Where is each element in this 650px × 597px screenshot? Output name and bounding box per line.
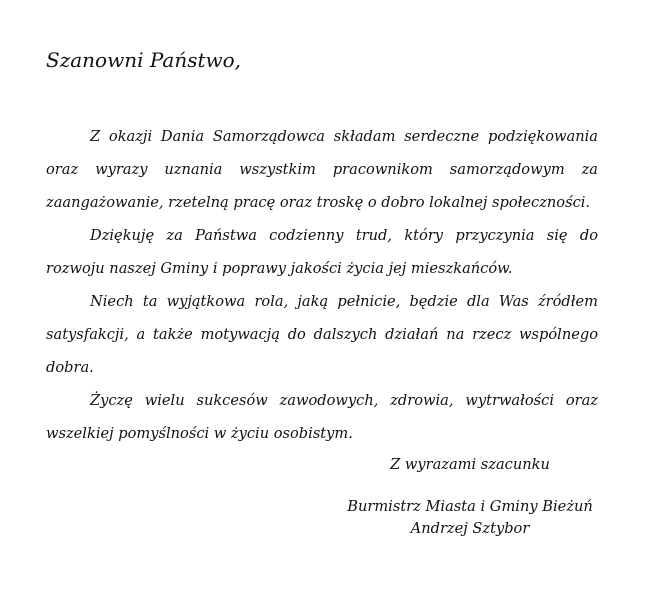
- signature-name: Andrzej Sztybor: [410, 520, 530, 537]
- letter-signature: [330, 496, 610, 540]
- letter-closing: Z wyrazami szacunku: [390, 456, 550, 473]
- signature-title: Burmistrz Miasta i Gminy Bieżuń: [347, 498, 593, 515]
- letter-greeting: Szanowni Państwo,: [46, 48, 242, 72]
- letter-paragraph-3: Niech ta wyjątkowa rola, jaką pełnicie, będzie dla Was źródłem satysfakcji, a także motywacją do dalszych działań na rzecz wspólnego dobra.: [46, 293, 598, 376]
- letter-paragraph-1: Z okazji Dania Samorządowca składam serdeczne podziękowania oraz wyrazy uznania wszystkim pracownikom samorządowym za zaangażowanie, rzetelną pracę oraz troskę o dobro lokalnej społeczności.: [46, 128, 598, 211]
- letter-paragraph-4: Życzę wielu sukcesów zawodowych, zdrowia, wytrwałości oraz wszelkiej pomyślności w życiu osobistym.: [46, 392, 598, 442]
- letter-paragraph-2: Dziękuję za Państwa codzienny trud, który przyczynia się do rozwoju naszej Gminy i poprawy jakości życia jej mieszkańców.: [46, 227, 598, 277]
- letter-body: [46, 120, 598, 450]
